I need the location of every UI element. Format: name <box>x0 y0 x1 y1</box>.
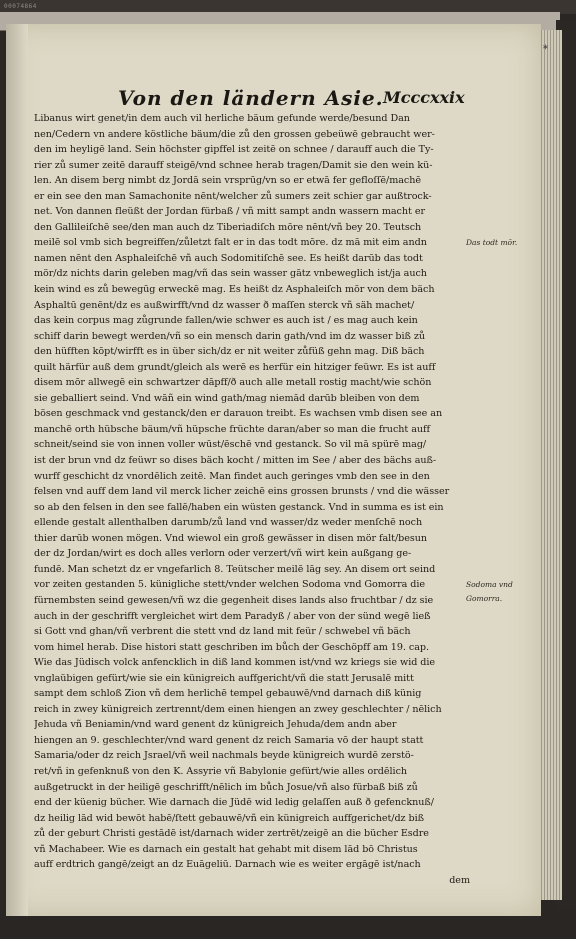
text-line: der dz Jordan/wirt es doch alles verlorn oder verzert/vñ wirt kein außgang ge- <box>34 548 412 560</box>
text-line: meilē sol vmb sich begreiffen/zůletzt falt er in das todt mōre. dz mā mit eim andn <box>34 237 427 249</box>
text-line: si Gott vnd ghan/vñ verbrent die stett vnd dz land mit feür / schwebel vñ bäch <box>34 626 411 638</box>
text-line: Samaria/oder dz reich Jsrael/vñ weil nachmals beyde künigreich wurdē zerstö- <box>34 750 414 762</box>
text-line: ret/vñ in gefenknuß von den K. Assyrie vñ Babylonie gefürt/wie alles ordēlich <box>34 765 408 777</box>
text-line: zů der geburt Christi gestādē ist/darnach wider zertrēt/zeigē an die bücher Esdre <box>34 828 429 840</box>
text-line: ellende gestalt allenthalben darumb/zů land vnd wasser/dz weder menſchē noch <box>34 517 423 529</box>
text-line: Wie das Jüdisch volck anfencklich in diß land kommen ist/vnd wz kriegs sie wid die <box>34 657 436 669</box>
text-line: Libanus wirt genet/in dem auch vil herliche bäum gefunde werde/besund Dan <box>34 113 410 124</box>
text-line: den im heyligē land. Sein höchster gipffel ist zeitē on schnee / darauff auch die Ty- <box>34 144 434 156</box>
text-line: bösen geschmack vnd gestanck/den er darauon treibt. Es wachsen vmb disen see an <box>34 408 443 420</box>
text-line: thier darūb wonen mögen. Vnd wiewol ein groß gewässer in disen mör falt/besun <box>34 532 428 544</box>
text-line: namen nēnt den Asphaleiſchē vñ auch Sodomitiſchē see. Es heißt darūb das todt <box>34 252 423 264</box>
text-line: nen/Cedern vn andere köstliche bäum/die zů den grossen gebeüwē gebraucht wer- <box>34 128 435 140</box>
text-line: disem mōr allwegē ein schwartzer dāpff/ð auch alle metall rostig macht/wie schön <box>34 377 432 389</box>
running-header <box>118 86 498 110</box>
text-line: Asphaltū genēnt/dz es außwirfft/vnd dz wasser ð maſſen sterck vñ säh machet/ <box>34 299 415 311</box>
text-line: er ein see den man Samachonite nēnt/welcher zů sumers zeit schier gar außtrock- <box>34 190 432 202</box>
text-line: ist der brun vnd dz feüwr so dises bäch kocht / mitten im See / aber des bächs auß- <box>34 455 437 467</box>
header-title: Von den ländern Asie. <box>118 86 384 110</box>
margin-note-gomorra: Gomorra. <box>466 594 503 603</box>
text-line: hiengen an 9. geschlechter/vnd ward genent dz reich Samaria vō der haupt statt <box>34 734 424 746</box>
page-gutter <box>6 24 28 916</box>
text-line: kein wind es zů bewegūg erweckē mag. Es heißt dz Asphaleiſch mōr von dem bäch <box>34 284 435 296</box>
text-line: sie geballiert seind. Vnd wāñ ein wind gath/mag niemād darūb bleiben von dem <box>34 392 420 404</box>
text-line: quilt härfür auß dem grundt/gleich als werē es herfür ein hitziger feüwr. Es ist auff <box>34 361 436 373</box>
text-line: sampt dem schloß Zion vñ dem herlichē tempel gebauwē/vnd darnach diß künig <box>34 688 422 700</box>
text-line: schneit/seind sie von innen voller wūst/ēschē vnd gestanck. So vil mā spürē mag/ <box>34 439 427 451</box>
text-line: net. Von dannen fleüßt der Jordan fürbaß / vñ mitt sampt andn wassern macht er <box>34 206 425 218</box>
text-line: mör/dz nichts darin geleben mag/vñ das sein wasser gātz vnbewеglich ist/ja auch <box>34 268 427 280</box>
text-line: fürnembsten seind gewesen/vñ wz die gegenheit dises lands also fruchtbar / dz sie <box>34 594 434 606</box>
text-line: felsen vnd auff dem land vil merck licher zeichē eins grossen brunsts / vnd die wässer <box>34 486 450 498</box>
text-line: len. An disem berg nimbt dz Jordā sein vrsprūg/vn so er etwā fer gefloſſē/machē <box>34 175 422 187</box>
folio-number: Mcccxxix <box>383 88 465 107</box>
text-line: reich in zwey künigreich zertrennt/dem einen hiengen an zwey geschlechter / nēlich <box>34 703 442 715</box>
text-line: auch in der geschrifft vergleichet wirt dem Paradyß / aber von der sünd wegē ließ <box>34 610 431 622</box>
text-line: vnglaübigen gefürt/wie sie ein künigreich auffgericht/vñ die statt Jerusalē mitt <box>34 672 414 684</box>
margin-note-sodoma: Sodoma vnd <box>466 580 513 589</box>
text-line: außgetruckt in der heiligē geschrifft/nēlich im bůch Josue/vñ also fürbaß biß zů <box>34 781 418 793</box>
scan-label: 00074864 <box>4 3 37 10</box>
text-line: wurff geschicht dz vnordēlich zeitē. Man findet auch geringes vmb den see in den <box>34 470 430 482</box>
text-line: vor zeiten gestanden 5. künigliche stett/vnder welchen Sodoma vnd Gomorra die <box>34 579 426 591</box>
text-line: den hüfften kōpt/wirfft es in über sich/dz er nit weiter zůfüß gehn mag. Diß bäch <box>34 346 425 358</box>
text-line: dem <box>449 874 470 886</box>
text-line: fundē. Man schetzt dz er vngefarlich 8. Teütscher meilē lāg sey. An disem ort seind <box>34 563 436 575</box>
margin-note-dead-sea: Das todt mōr. <box>466 238 518 247</box>
text-line: rier zů sumer zeitē darauff steigē/vnd schnee herab tragen/Damit sie den wein kü- <box>34 159 433 171</box>
scan-bottom-bar <box>0 916 576 939</box>
text-line: so ab den felsen in den see fallē/haben ein wüsten gestanck. Vnd in summa es ist ein <box>34 501 444 513</box>
text-line: das kein corpus mag zůgrunde fallen/wie schwer es auch ist / es mag auch kein <box>34 315 418 327</box>
text-line: dz heilig lād wid bewōt habē/ſtett gebauwē/vñ ein künigreich auffgerichet/dz biß <box>34 812 425 824</box>
text-line: den Gallileiſchē see/den man auch dz Tiberiadiſch mōre nēnt/vñ bey 20. Teutsch <box>34 221 422 233</box>
text-line: auff erdtrich gangē/zeigt an dz Euāgeliū. Darnach wie es weiter ergāgē ist/nach <box>34 859 421 871</box>
text-line: Jehuda vñ Beniamin/vnd ward genent dz künigreich Jehuda/dem andn aber <box>34 719 397 731</box>
asterisk-mark: * <box>543 44 548 55</box>
text-line: vom himel herab. Dise histori statt geschriben im bůch der Geschöpff am 19. cap. <box>34 641 429 653</box>
text-line: manchē orth hübsche bäum/vñ hüpsche früchte daran/aber so man die frucht auff <box>34 423 430 435</box>
body-text <box>34 111 470 888</box>
text-line: end der küenig bücher. Wie darnach die Jüdē wid ledig gelaſſen auß ð gefencknuß/ <box>34 797 434 809</box>
text-line: vñ Machabeer. Wie es darnach ein gestalt hat gehabt mit disem lād bō Christus <box>34 843 418 855</box>
text-line: schiff darin bewegt werden/vñ so ein mensch darin gath/vnd im dz wasser biß zů <box>34 330 425 342</box>
